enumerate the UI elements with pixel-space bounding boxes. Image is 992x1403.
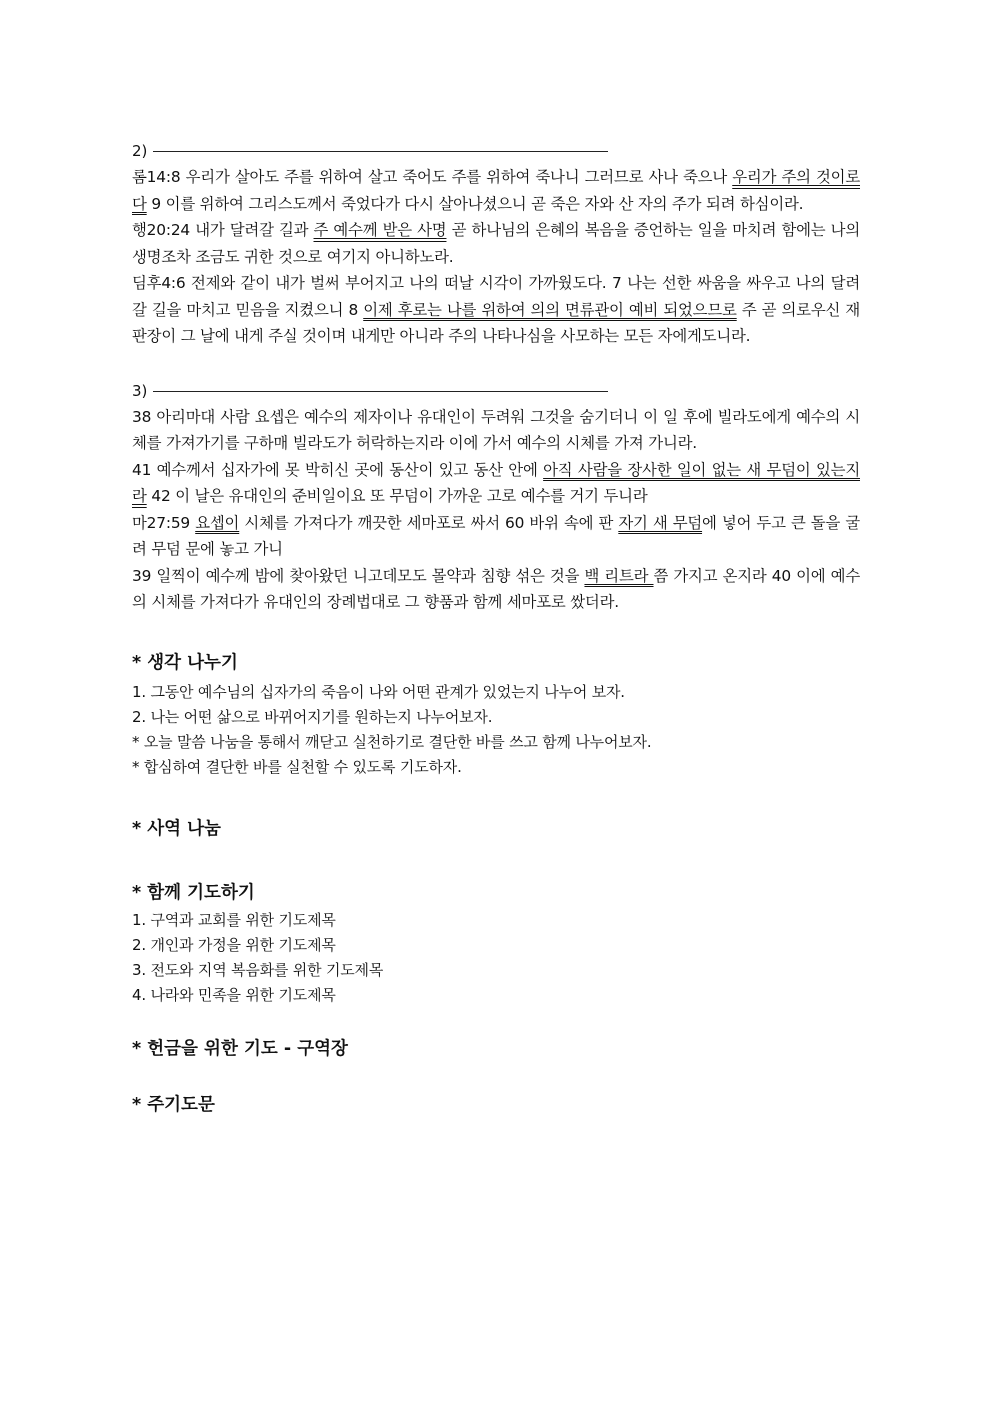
verse-text: 곧 하나님의 은혜의 복음을 증언하는 일을 마치려 함에는 나의 생명조차 조금도 귀한 것으로 여기지 아니하노라.	[132, 221, 860, 266]
prayer-item: 2. 개인과 가정을 위한 기도제목	[132, 935, 336, 954]
underlined-phrase: 자기 새 무덤	[618, 513, 703, 532]
verse-john-19-41	[132, 457, 860, 510]
verse-text: 마27:59	[132, 513, 196, 532]
share-item: 1. 그동안 예수님의 십자가의 죽음이 나와 어떤 관계가 있었는지 나누어 보자.	[132, 682, 625, 701]
verse-john-19-39	[132, 563, 860, 616]
section-2-title-blank	[132, 138, 860, 164]
fill-in-blank-line	[153, 391, 608, 392]
verse-matthew-27-59	[132, 510, 860, 563]
verse-romans-14-8	[132, 164, 860, 217]
underlined-phrase: 이제 후로는 나를 위하여 의의 면류관이 예비 되었으므로	[363, 300, 737, 319]
underlined-phrase: 요셉이	[195, 513, 240, 532]
section-3-title-blank	[132, 378, 860, 404]
verse-john-19-38: 38 아리마대 사람 요셉은 예수의 제자이나 유대인이 두려워 그것을 숨기더니 이 일 후에 빌라도에게 예수의 시체를 가져가기를 구하매 빌라도가 허락하는지라 이에 가서 예수의 시체를 가져 가니라.	[132, 407, 860, 452]
verse-text: 주 곧 의로우신 재판장이 그 날에 내게 주실 것이며 내게만 아니라 주의 나타나심을 사모하는 모든 자에게도니라.	[132, 300, 860, 345]
heading-ministry-sharing: * 사역 나눔	[132, 818, 221, 839]
heading-lords-prayer: * 주기도문	[132, 1094, 215, 1115]
heading-share-thoughts: * 생각 나누기	[132, 652, 238, 673]
prayer-item: 1. 구역과 교회를 위한 기도제목	[132, 910, 336, 929]
verse-text: 시체를 가져다가 깨끗한 세마포로 싸서 60 바위 속에 판	[239, 513, 619, 532]
share-item: 2. 나는 어떤 삶으로 바뀌어지기를 원하는지 나누어보자.	[132, 707, 493, 726]
verse-text: 행20:24 내가 달려갈 길과	[132, 221, 314, 239]
content	[132, 138, 860, 1118]
underlined-phrase: 주 예수께 받은 사명	[313, 221, 447, 239]
verse-text: 39 일찍이 예수께 밤에 찾아왔던 니고데모도 몰약과 침향 섞은 것을	[132, 566, 585, 585]
fill-in-blank-line	[153, 151, 608, 152]
heading-offering-prayer: * 헌금을 위한 기도 - 구역장	[132, 1038, 348, 1059]
verse-text: 딤후4:6 전제와 같이 내가 벌써 부어지고 나의 떠날 시각이 가까웠도다. 7 나는 선한 싸움을 싸우고 나의 달려갈 길을 마치고 믿음을 지켰으니 8	[132, 274, 860, 319]
share-item: * 오늘 말씀 나눔을 통해서 깨닫고 실천하기로 결단한 바를 쓰고 함께 나누어보자.	[132, 732, 652, 751]
verse-2-timothy-4-6	[132, 270, 860, 350]
underlined-phrase: 아직 사람을 장사한 일이 없는 새 무덤이 있는지라	[132, 460, 860, 505]
verse-text: 에 넣어 두고 큰 돌을 굴려 무덤 문에 놓고 가니	[132, 513, 860, 558]
verse-acts-20-24	[132, 217, 860, 270]
verse-text: 42 이 날은 유대인의 준비일이요 또 무덤이 가까운 고로 예수를 거기 두니라	[146, 487, 648, 505]
prayer-item: 3. 전도와 지역 복음화를 위한 기도제목	[132, 960, 384, 979]
verse-text: 쯤 가지고 온지라 40 이에 예수의 시체를 가져다가 유대인의 장례법대로 그 향품과 함께 세마포로 쌌더라.	[132, 566, 860, 611]
underlined-phrase: 백 리트라	[584, 566, 654, 585]
heading-pray-together: * 함께 기도하기	[132, 882, 255, 903]
verse-text: 9 이를 위하여 그리스도께서 죽었다가 다시 살아나셨으니 곧 죽은 자와 산 자의 주가 되려 하심이라.	[146, 194, 804, 213]
verse-text: 롬14:8 우리가 살아도 주를 위하여 살고 죽어도 주를 위하여 죽나니 그러므로 사나 죽으나	[132, 168, 733, 186]
share-item: * 합심하여 결단한 바를 실천할 수 있도록 기도하자.	[132, 757, 462, 776]
prayer-item: 4. 나라와 민족을 위한 기도제목	[132, 985, 336, 1004]
verse-text: 41 예수께서 십자가에 못 박히신 곳에 동산이 있고 동산 안에	[132, 460, 544, 479]
underlined-phrase: 우리가 주의 것이로다	[132, 168, 860, 213]
section-2-number: 2)	[132, 142, 148, 160]
section-3-number: 3)	[132, 381, 148, 400]
